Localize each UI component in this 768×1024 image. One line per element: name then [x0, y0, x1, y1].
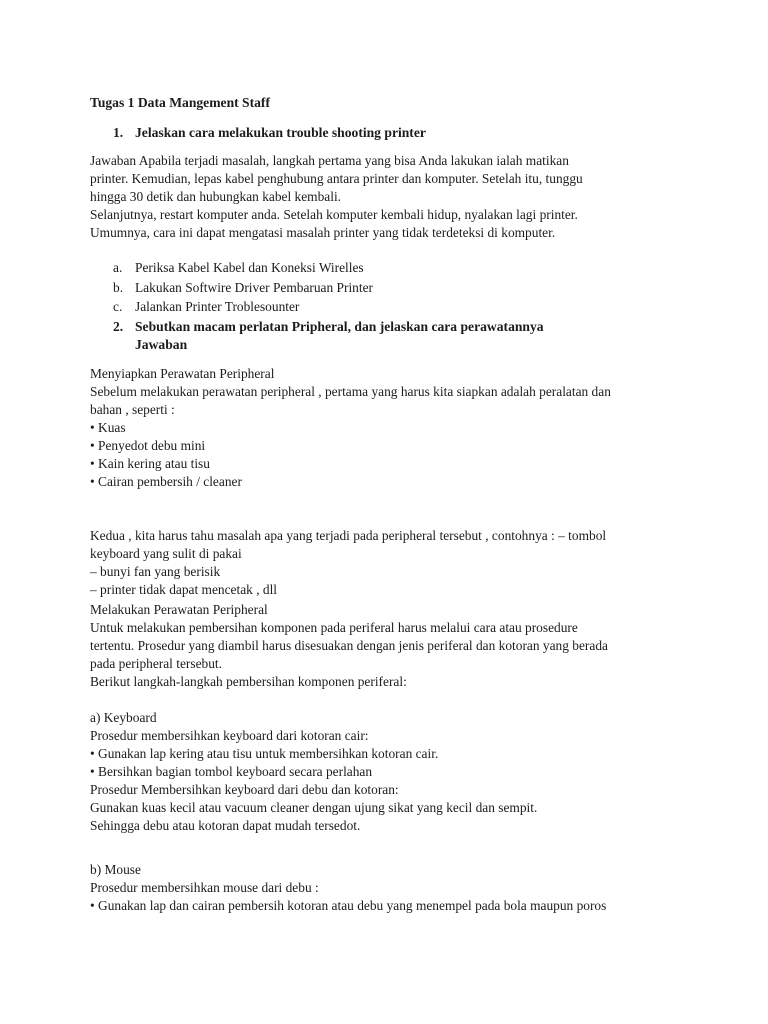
paragraph-line: Kedua , kita harus tahu masalah apa yang terjadi pada peripheral tersebut , contohnya : – tombol [90, 528, 607, 543]
paragraph-line: Prosedur membersihkan mouse dari debu : [90, 880, 319, 895]
list-item [113, 298, 300, 318]
question-1-number: 1. [113, 125, 124, 140]
paragraph-line: pada peripheral tersebut. [90, 656, 222, 671]
paragraph-line: tertentu. Prosedur yang diambil harus disesuakan dengan jenis periferal dan kotoran yang berada [90, 638, 608, 653]
bullet-item: • Cairan pembersih / cleaner [90, 474, 242, 489]
bullet-item: • Kuas [90, 420, 126, 435]
question-2-subtext: Jawaban [135, 337, 188, 352]
list-marker: b. [113, 279, 124, 295]
bullet-item: • Penyedot debu mini [90, 438, 206, 453]
answer-1-line: Jawaban Apabila terjadi masalah, langkah pertama yang bisa Anda lakukan ialah matikan [90, 153, 569, 168]
list-marker: a. [113, 260, 123, 275]
document-title: Tugas 1 Data Mangement Staff [90, 95, 270, 110]
bullet-item: • Bersihkan bagian tombol keyboard secara perlahan [90, 764, 373, 779]
paragraph-line: Prosedur membersihkan keyboard dari kotoran cair: [90, 728, 369, 743]
paragraph-line: Berikut langkah-langkah pembersihan komponen periferal: [90, 674, 407, 689]
bullet-item: • Gunakan lap kering atau tisu untuk membersihkan kotoran cair. [90, 746, 439, 761]
section-heading: Menyiapkan Perawatan Peripheral [90, 366, 275, 381]
list-item [113, 259, 364, 279]
bullet-item: • Gunakan lap dan cairan pembersih kotoran atau debu yang menempel pada bola maupun poros [90, 898, 607, 913]
section-heading: Melakukan Perawatan Peripheral [90, 602, 268, 617]
paragraph-line: Sehingga debu atau kotoran dapat mudah tersedot. [90, 818, 361, 833]
question-1 [113, 124, 426, 142]
paragraph-line: Sebelum melakukan perawatan peripheral , pertama yang harus kita siapkan adalah peralatan dan [90, 384, 611, 399]
answer-1-line: Selanjutnya, restart komputer anda. Setelah komputer kembali hidup, nyalakan lagi printer. [90, 207, 578, 222]
paragraph-line: bahan , seperti : [90, 402, 175, 417]
list-marker: c. [113, 299, 123, 314]
paragraph-line: keyboard yang sulit di pakai [90, 546, 242, 561]
paragraph-line: Untuk melakukan pembersihan komponen pada periferal harus melalui cara atau prosedure [90, 620, 578, 635]
question-1-text: Jelaskan cara melakukan trouble shooting printer [135, 125, 426, 140]
question-2-number: 2. [113, 319, 124, 334]
paragraph-line: Prosedur Membersihkan keyboard dari debu dan kotoran: [90, 782, 399, 797]
answer-1-line: printer. Kemudian, lepas kabel penghubung antara printer dan komputer. Setelah itu, tunggu [90, 171, 583, 186]
question-2 [113, 318, 544, 336]
question-2-text: Sebutkan macam perlatan Pripheral, dan jelaskan cara perawatannya [135, 319, 544, 334]
dash-item: – printer tidak dapat mencetak , dll [90, 582, 278, 597]
paragraph-line: Gunakan kuas kecil atau vacuum cleaner dengan ujung sikat yang kecil dan sempit. [90, 800, 538, 815]
answer-1-line: Umumnya, cara ini dapat mengatasi masalah printer yang tidak terdeteksi di komputer. [90, 225, 556, 240]
dash-item: – bunyi fan yang berisik [90, 564, 221, 579]
keyboard-heading: a) Keyboard [90, 710, 157, 725]
preparation-section [90, 365, 690, 626]
list-item-text: Lakukan Softwire Driver Pembaruan Printer [135, 279, 373, 295]
list-item [113, 279, 373, 299]
bullet-item: • Kain kering atau tisu [90, 456, 210, 471]
answer-1-line: hingga 30 detik dan hubungkan kabel kembali. [90, 189, 342, 204]
list-item-text: Jalankan Printer Troblesounter [135, 299, 300, 314]
answer-1-paragraph [90, 152, 690, 242]
maintenance-section [90, 601, 690, 915]
mouse-heading: b) Mouse [90, 862, 141, 877]
list-item-text: Periksa Kabel Kabel dan Koneksi Wirelles [135, 260, 364, 275]
troubleshoot-steps-list [113, 259, 373, 318]
question-2-subline [113, 336, 188, 354]
